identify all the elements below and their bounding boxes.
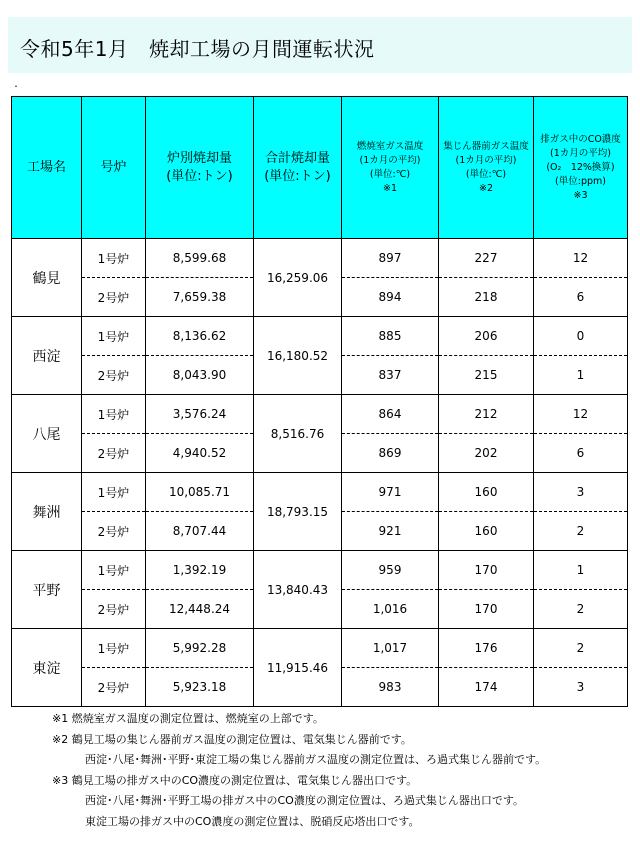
co-value: 2 bbox=[534, 629, 628, 668]
co-value: 12 bbox=[534, 239, 628, 278]
furnace-amount: 10,085.71 bbox=[146, 473, 254, 512]
footnote-3: ※3 鶴見工場の排ガス中のCO濃度の測定位置は、電気集じん器出口です。 bbox=[52, 773, 418, 787]
chamber-temp: 983 bbox=[342, 668, 439, 707]
total-amount: 13,840.43 bbox=[254, 551, 342, 629]
furnace-amount: 7,659.38 bbox=[146, 278, 254, 317]
header-dust-temp bbox=[439, 97, 534, 239]
header-total-line2: (単位:トン) bbox=[264, 168, 331, 184]
table-row bbox=[12, 395, 628, 434]
dust-temp: 160 bbox=[439, 473, 534, 512]
total-amount: 16,180.52 bbox=[254, 317, 342, 395]
furnace-label: 1号炉 bbox=[82, 395, 146, 434]
header-per-furnace-line2: (単位:トン) bbox=[166, 168, 233, 184]
header-total-line1: 合計焼却量 bbox=[264, 150, 330, 166]
dust-temp: 202 bbox=[439, 434, 534, 473]
operation-table bbox=[11, 96, 628, 707]
header-co bbox=[534, 97, 628, 239]
furnace-label: 1号炉 bbox=[82, 551, 146, 590]
total-amount: 16,259.06 bbox=[254, 239, 342, 317]
chamber-temp: 869 bbox=[342, 434, 439, 473]
furnace-label: 2号炉 bbox=[82, 278, 146, 317]
header-per-furnace-line1: 炉別焼却量 bbox=[166, 150, 232, 166]
furnace-label: 1号炉 bbox=[82, 629, 146, 668]
co-value: 3 bbox=[534, 473, 628, 512]
plant-name: 西淀 bbox=[12, 317, 82, 395]
header-dust-line3: (単位:℃) bbox=[465, 168, 507, 180]
footnote-3-cont-1: 西淀･八尾･舞洲･平野工場の排ガス中のCO濃度の測定位置は、ろ過式集じん器出口です。 bbox=[85, 794, 524, 807]
furnace-label: 2号炉 bbox=[82, 356, 146, 395]
furnace-amount: 5,923.18 bbox=[146, 668, 254, 707]
plant-name: 平野 bbox=[12, 551, 82, 629]
table-row bbox=[12, 551, 628, 590]
furnace-amount: 8,599.68 bbox=[146, 239, 254, 278]
furnace-amount: 5,992.28 bbox=[146, 629, 254, 668]
table-row bbox=[12, 239, 628, 278]
footnote-3-cont-2: 東淀工場の排ガス中のCO濃度の測定位置は、脱硝反応塔出口です。 bbox=[85, 814, 420, 828]
chamber-temp: 1,017 bbox=[342, 629, 439, 668]
plant-name: 八尾 bbox=[12, 395, 82, 473]
chamber-temp: 897 bbox=[342, 239, 439, 278]
furnace-amount: 8,707.44 bbox=[146, 512, 254, 551]
footnote-2: ※2 鶴見工場の集じん器前ガス温度の測定位置は、電気集じん器前です。 bbox=[52, 732, 412, 746]
header-row bbox=[12, 97, 628, 239]
furnace-amount: 8,136.62 bbox=[146, 317, 254, 356]
stray-dot: ･ bbox=[14, 82, 18, 91]
furnace-label: 2号炉 bbox=[82, 512, 146, 551]
co-value: 1 bbox=[534, 551, 628, 590]
chamber-temp: 894 bbox=[342, 278, 439, 317]
header-furnace bbox=[82, 97, 146, 239]
dust-temp: 176 bbox=[439, 629, 534, 668]
footnote-2-cont: 西淀･八尾･舞洲･平野･東淀工場の集じん器前ガス温度の測定位置は、ろ過式集じん器前です。 bbox=[85, 753, 547, 766]
header-chamber-temp bbox=[342, 97, 439, 239]
co-value: 2 bbox=[534, 512, 628, 551]
co-value: 3 bbox=[534, 668, 628, 707]
chamber-temp: 971 bbox=[342, 473, 439, 512]
co-value: 6 bbox=[534, 434, 628, 473]
furnace-label: 2号炉 bbox=[82, 590, 146, 629]
dust-temp: 218 bbox=[439, 278, 534, 317]
chamber-temp: 959 bbox=[342, 551, 439, 590]
furnace-amount: 3,576.24 bbox=[146, 395, 254, 434]
furnace-label: 2号炉 bbox=[82, 434, 146, 473]
dust-temp: 206 bbox=[439, 317, 534, 356]
co-value: 6 bbox=[534, 278, 628, 317]
total-amount: 11,915.46 bbox=[254, 629, 342, 707]
dust-temp: 227 bbox=[439, 239, 534, 278]
furnace-label: 2号炉 bbox=[82, 668, 146, 707]
table-row bbox=[12, 473, 628, 512]
header-co-line3: (O₂ 12%換算) bbox=[546, 161, 615, 173]
furnace-amount: 4,940.52 bbox=[146, 434, 254, 473]
furnace-amount: 8,043.90 bbox=[146, 356, 254, 395]
page-title: 令和5年1月 焼却工場の月間運転状況 bbox=[20, 37, 375, 61]
dust-temp: 174 bbox=[439, 668, 534, 707]
furnace-label: 1号炉 bbox=[82, 317, 146, 356]
furnace-label: 1号炉 bbox=[82, 473, 146, 512]
header-dust-line2: (1カ月の平均) bbox=[455, 154, 517, 166]
header-co-line4: (単位:ppm) bbox=[555, 175, 606, 187]
header-per-furnace bbox=[146, 97, 254, 239]
header-plant-label: 工場名 bbox=[26, 159, 66, 175]
chamber-temp: 885 bbox=[342, 317, 439, 356]
plant-name: 舞洲 bbox=[12, 473, 82, 551]
dust-temp: 212 bbox=[439, 395, 534, 434]
plant-name: 鶴見 bbox=[12, 239, 82, 317]
header-chamber-line4: ※1 bbox=[382, 182, 397, 194]
dust-temp: 170 bbox=[439, 551, 534, 590]
furnace-amount: 12,448.24 bbox=[146, 590, 254, 629]
furnace-amount: 1,392.19 bbox=[146, 551, 254, 590]
furnace-label: 1号炉 bbox=[82, 239, 146, 278]
dust-temp: 160 bbox=[439, 512, 534, 551]
header-dust-line4: ※2 bbox=[478, 182, 493, 194]
dust-temp: 215 bbox=[439, 356, 534, 395]
header-furnace-label: 号炉 bbox=[100, 159, 127, 175]
header-co-line2: (1カ月の平均) bbox=[550, 147, 611, 159]
footnotes bbox=[52, 709, 546, 832]
table-row bbox=[12, 629, 628, 668]
chamber-temp: 837 bbox=[342, 356, 439, 395]
header-chamber-line2: (1カ月の平均) bbox=[359, 154, 421, 166]
header-plant bbox=[12, 97, 82, 239]
header-co-line1: 排ガス中のCO濃度 bbox=[540, 133, 621, 145]
header-chamber-line1: 燃焼室ガス温度 bbox=[356, 140, 424, 152]
co-value: 1 bbox=[534, 356, 628, 395]
total-amount: 18,793.15 bbox=[254, 473, 342, 551]
dust-temp: 170 bbox=[439, 590, 534, 629]
plant-name: 東淀 bbox=[12, 629, 82, 707]
chamber-temp: 921 bbox=[342, 512, 439, 551]
header-chamber-line3: (単位:℃) bbox=[369, 168, 411, 180]
header-total bbox=[254, 97, 342, 239]
header-co-line5: ※3 bbox=[573, 189, 588, 201]
total-amount: 8,516.76 bbox=[254, 395, 342, 473]
chamber-temp: 864 bbox=[342, 395, 439, 434]
chamber-temp: 1,016 bbox=[342, 590, 439, 629]
table-row bbox=[12, 317, 628, 356]
co-value: 2 bbox=[534, 590, 628, 629]
co-value: 0 bbox=[534, 317, 628, 356]
co-value: 12 bbox=[534, 395, 628, 434]
header-dust-line1: 集じん器前ガス温度 bbox=[443, 140, 529, 152]
footnote-1: ※1 燃焼室ガス温度の測定位置は、燃焼室の上部です。 bbox=[52, 712, 324, 725]
